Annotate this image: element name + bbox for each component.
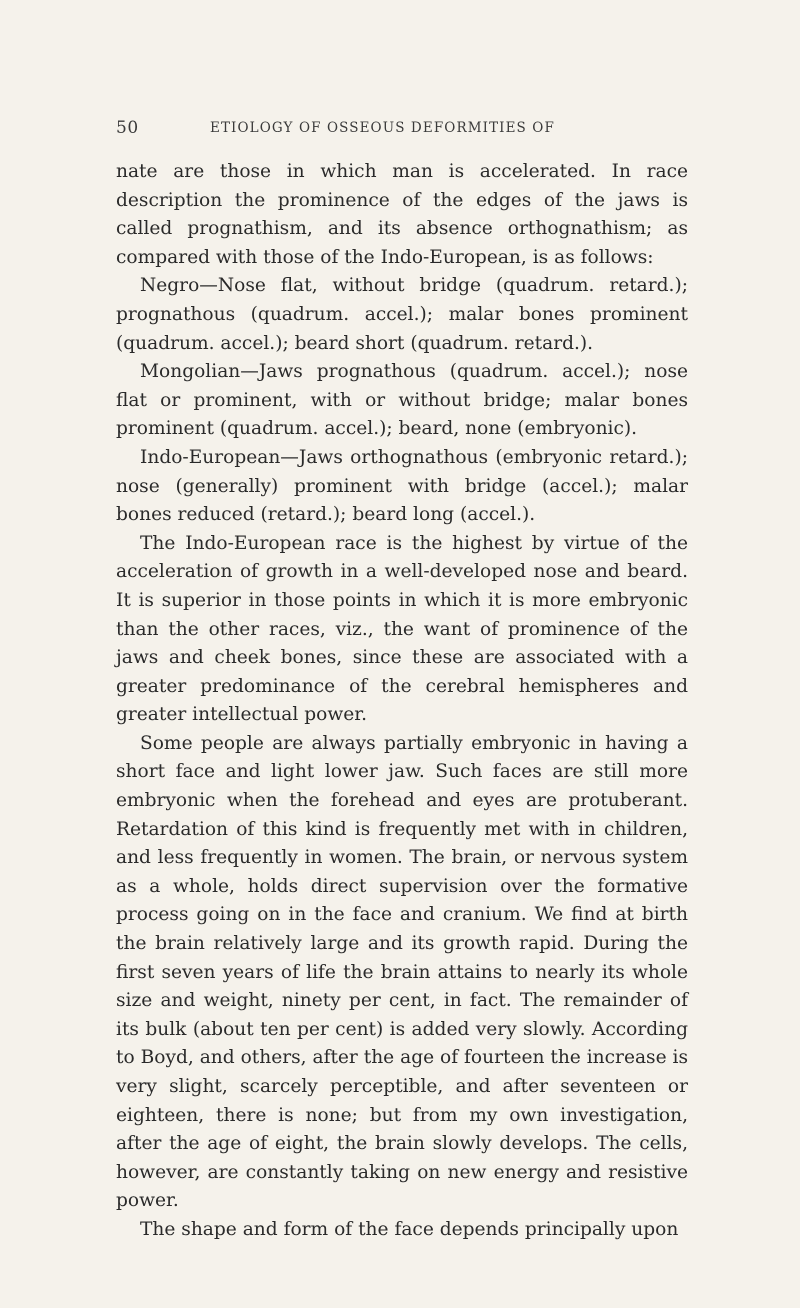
paragraph-face-shape: The shape and form of the face depends principally upon [140, 1218, 679, 1240]
running-head: ETIOLOGY OF OSSEOUS DEFORMITIES OF [210, 120, 555, 136]
paragraph-mongolian: Mongolian—Jaws prognathous (quadrum. accel.); nose flat or prominent, with or without bridge; malar bones prominent (quadrum. accel.); beard, none (embryonic). [116, 361, 688, 440]
paragraph-race-comparison: The Indo-European race is the highest by virtue of the acceleration of growth in a well-developed nose and beard. It is superior in those points in which it is more embryonic than the other races, viz., the want of prominence of the jaws and cheek bones, since these are associated with a greater predominance of the cerebral hemispheres and greater intellectual power. [116, 532, 688, 726]
paragraph-negro: Negro—Nose flat, without bridge (quadrum. retard.); prognathous (quadrum. accel.); malar bones prominent (quadrum. accel.); beard short (quadrum. retard.). [116, 275, 688, 354]
paragraph-continuation: nate are those in which man is accelerated. In race description the prominence of the edges of the jaws is called prognathism, and its absence orthognathism; as compared with those of the Indo-European, is as follows: [116, 161, 688, 268]
paragraph-indo-european: Indo-European—Jaws orthognathous (embryonic retard.); nose (generally) prominent with bridge (accel.); malar bones reduced (retard.); beard long (accel.). [116, 446, 688, 526]
page-header [116, 118, 676, 144]
paragraph-brain-growth: Some people are always partially embryonic in having a short face and light lower jaw. Such faces are still more embryonic when the forehead and eyes are protuberant. Retardation of this kind is frequently met with in children, and less frequently in women. The brain, or nervous system as a whole, holds direct supervision over the formative process going on in the face and cranium. We find at birth the brain relatively large and its growth rapid. During the first seven years of life the brain attains to nearly its whole size and weight, ninety per cent, in fact. The remainder of its bulk (about ten per cent) is added very slowly. According to Boyd, and others, after the age of fourteen the increase is very slight, scarcely perceptible, and after seventeen or eighteen, there is none; but from my own investigation, after the age of eight, the brain slowly develops. The cells, however, are constantly taking on new energy and resistive power. [116, 732, 688, 1212]
body-text [116, 158, 688, 1245]
page-number: 50 [116, 118, 139, 138]
